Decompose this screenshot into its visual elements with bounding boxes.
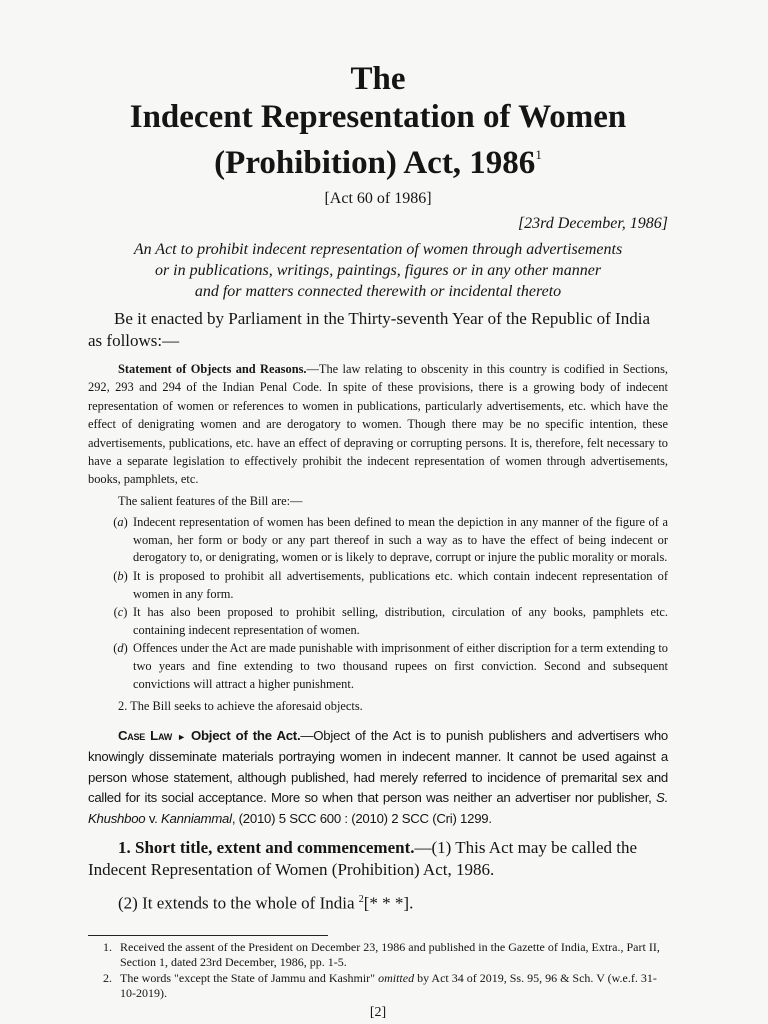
title-line-3: (Prohibition) Act, 1986$^1$: [214, 145, 542, 181]
act-date: [23rd December, 1986]: [517, 215, 668, 232]
list-item: (a) Indecent representation of women has been defined to mean the depiction in any manner of the figure of a woman, her form or body or any part thereof in such a way as to have the effect of being indecent or derogatory to, or denigrating, women or is likely to deprave, corrupt or injure the public morality or morals.: [113, 515, 668, 565]
enacting-formula: Be it enacted by Parliament in the Thirty-seventh Year of the Republic of India as follows:—: [88, 309, 650, 350]
features-intro: The salient features of the Bill are:—: [118, 493, 303, 508]
footnote-divider: [88, 935, 328, 936]
case-law-label: Case Law: [118, 727, 172, 743]
title-line-1: The: [350, 61, 406, 97]
list-item: (d) Offences under the Act are made punishable with imprisonment of either discription for a term extending to two years and fine extending to two thousand rupees on first conviction. Second and subsequent convictions will attract a higher punishment.: [113, 641, 668, 691]
objects-line: 2. The Bill seeks to achieve the aforesaid objects.: [118, 699, 363, 714]
act-number: [Act 60 of 1986]: [324, 190, 432, 207]
title-line-2: Indecent Representation of Women: [129, 99, 627, 135]
statement-of-objects: [88, 360, 668, 489]
case-citation: , (2010) 5 SCC 600 : (2010) 2 SCC (Cri) 1299.: [231, 810, 492, 826]
title-footnote-ref[interactable]: 1: [535, 147, 542, 162]
section-1-heading: 1. Short title, extent and commencement.: [118, 838, 415, 858]
section-1: 1. Short title, extent and commencement.—(1) This Act may be called the Indecent Representation of Women (Prohibition) Act, 1986.: [88, 838, 638, 880]
footnote: 2. The words "except the State of Jammu and Kashmir" omitted by Act 34 of 2019, Ss. 95, 96 & Sch. V (w.e.f. 31-10-2019).: [103, 970, 657, 1000]
arrow-right-icon: ►: [177, 731, 186, 742]
statement-text: —The law relating to obscenity in this country is codified in Sections, 292, 293 and 294 of the Indian Penal Code. In spite of these provisions, there is a growing body of indecent representation of women or references to women in publications, particularly advertisements, etc. which have the effect of denigrating women and are derogatory to women. Though there may be no specific intention, these advertisements, publications, etc. have an effect of depraving or corrupting persons. It is, therefore, felt necessary to have a separate legislation to effectively prohibit the indecent representation of women through advertisements, books, pamphlets, etc.: [88, 362, 668, 487]
footnote-ref-2[interactable]: 2: [358, 894, 364, 906]
act-title: [88, 60, 668, 182]
case-law-note: Case Law ► Object of the Act.—Object of the Act is to punish publishers and advertisers who knowingly disseminate materials portraying women in indecent manner. It cannot be used against a person whose statement, although published, had merely referred to incidence of premarital sex and called for its social acceptance. More so when that person was neither an advertiser nor publisher, S. Khushboo v. Kanniammal, (2010) 5 SCC 600 : (2010) 2 SCC (Cri) 1299.: [88, 727, 668, 826]
features-list: [88, 514, 668, 693]
long-title: An Act to prohibit indecent representation of women through advertisements or in publications, writings, paintings, figures or in any other manner and for matters connected therewith or incidental thereto: [133, 241, 623, 300]
footnote: 1. Received the assent of the President on December 23, 1986 and published in the Gazette of India, Extra., Part II, Section 1, dated 23rd December, 1986, pp. 1-5.: [103, 939, 660, 969]
document-page: [88, 60, 668, 1021]
list-item: (c) It has also been proposed to prohibit selling, distribution, circulation of any books, pamphlets etc. containing indecent representation of women.: [113, 605, 668, 637]
statement-heading: Statement of Objects and Reasons.: [118, 362, 307, 376]
list-item: (b) It is proposed to prohibit all advertisements, publications etc. which contain indecent representation of women in any form.: [113, 569, 668, 601]
case-name: S. Khushboo: [88, 790, 668, 826]
case-name: Kanniammal: [161, 810, 232, 826]
page-number: [2]: [369, 1004, 387, 1020]
section-1-sub-2: (2) It extends to the whole of India $^2$[* * *].: [118, 893, 414, 913]
case-law-heading: Object of the Act.: [190, 727, 301, 743]
